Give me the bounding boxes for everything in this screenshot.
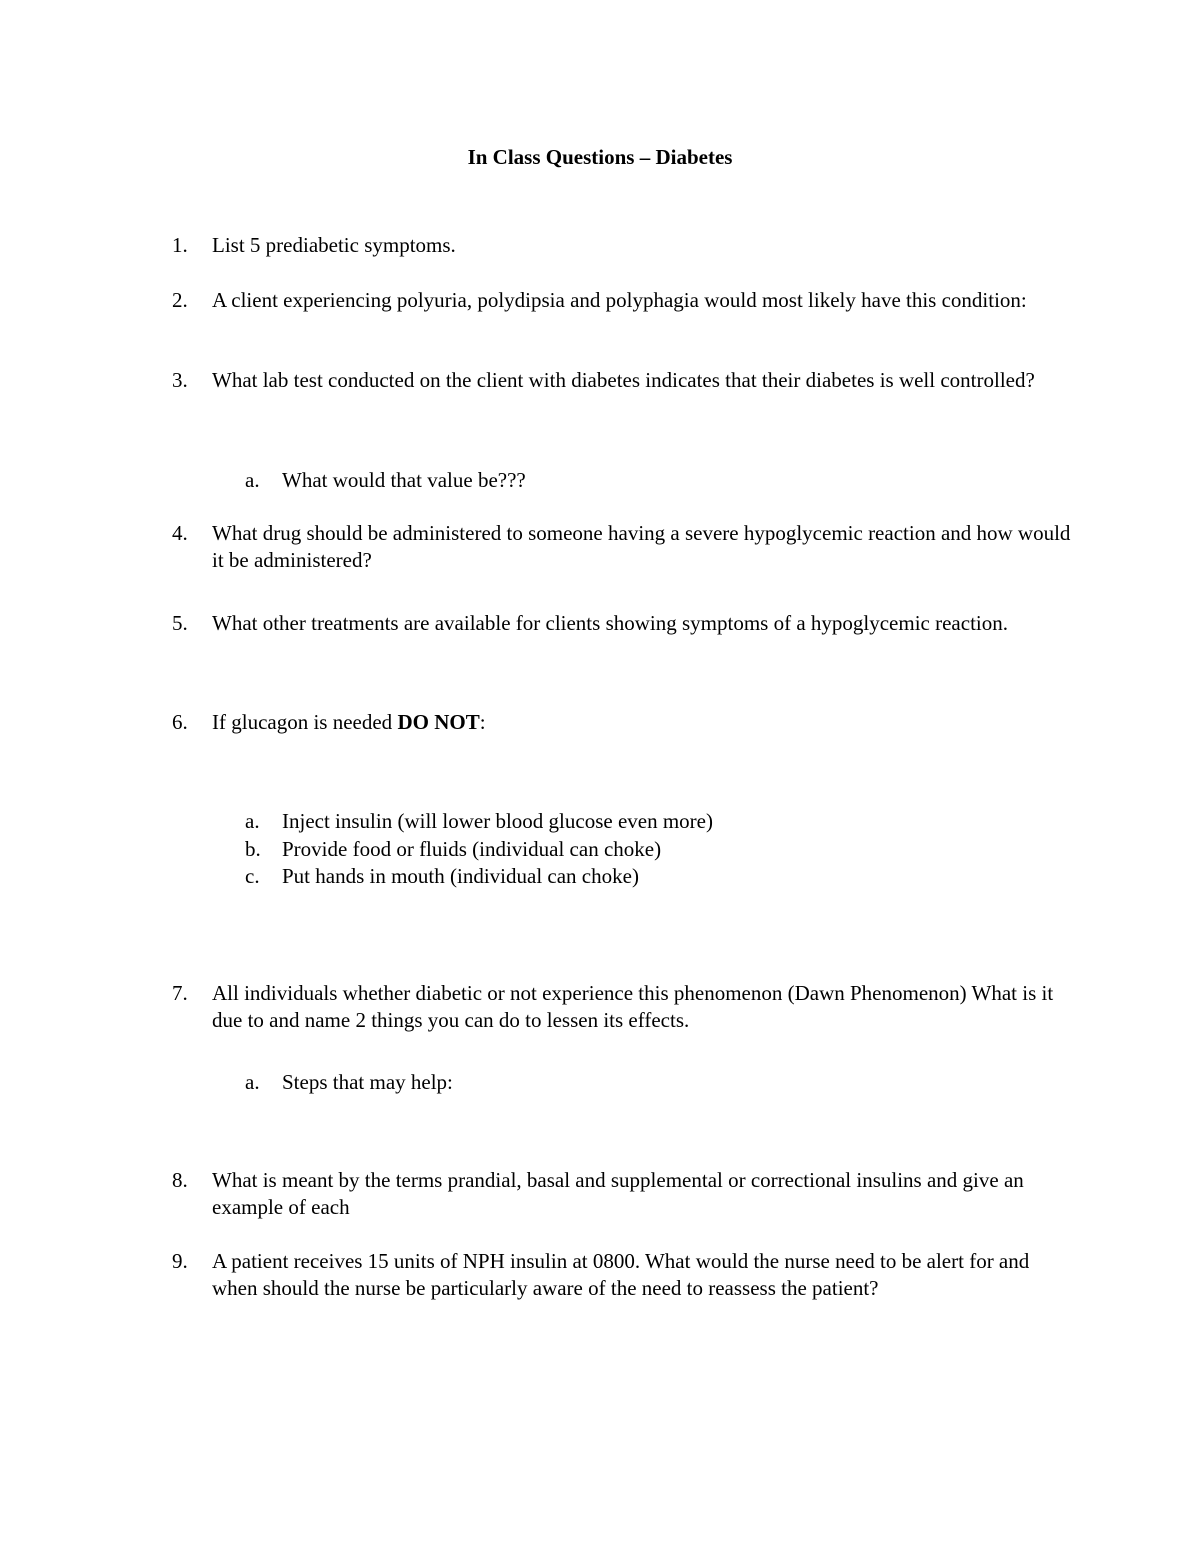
question-number: 4. <box>172 521 188 545</box>
question-text-start: If glucagon is needed <box>212 710 398 734</box>
question-number: 9. <box>172 1249 188 1273</box>
question-2 <box>172 287 1072 314</box>
question-number: 6. <box>172 710 188 734</box>
question-number: 5. <box>172 611 188 635</box>
question-7 <box>172 980 1072 1034</box>
question-5 <box>172 610 1072 637</box>
question-number: 1. <box>172 233 188 257</box>
question-text: List 5 prediabetic symptoms. <box>212 233 456 257</box>
question-3-subitems <box>245 467 1045 495</box>
question-number: 8. <box>172 1168 188 1192</box>
question-text-end: : <box>479 710 486 734</box>
question-text: A client experiencing polyuria, polydipsia and polyphagia would most likely have this condition: <box>212 288 1027 312</box>
sub-item-text: Inject insulin (will lower blood glucose even more) <box>282 809 713 833</box>
question-text: What is meant by the terms prandial, basal and supplemental or correctional insulins and give an example of each <box>212 1168 1024 1219</box>
question-number: 3. <box>172 368 188 392</box>
sub-item-text: Put hands in mouth (individual can choke) <box>282 864 639 888</box>
page-title: In Class Questions – Diabetes <box>467 145 733 169</box>
question-8 <box>172 1167 1072 1221</box>
question-number: 7. <box>172 981 188 1005</box>
question-6-subitems <box>245 808 1045 891</box>
sub-item-text: What would that value be??? <box>282 468 526 492</box>
question-1 <box>172 232 1072 259</box>
question-number: 2. <box>172 288 188 312</box>
sub-item-letter: c. <box>245 864 260 888</box>
question-6 <box>172 709 1072 736</box>
question-text: What other treatments are available for clients showing symptoms of a hypoglycemic reaction. <box>212 611 1008 635</box>
sub-item <box>245 863 1045 891</box>
sub-item <box>245 836 1045 864</box>
sub-item-letter: a. <box>245 1070 260 1094</box>
question-3 <box>172 367 1072 394</box>
question-4 <box>172 520 1072 574</box>
sub-item <box>245 467 1045 495</box>
question-text: A patient receives 15 units of NPH insulin at 0800. What would the nurse need to be alert for and when should the nurse be particularly aware of the need to reassess the patient? <box>212 1249 1030 1300</box>
sub-item <box>245 1069 1045 1097</box>
sub-item <box>245 808 1045 836</box>
question-7-subitems <box>245 1069 1045 1097</box>
question-text: What lab test conducted on the client with diabetes indicates that their diabetes is well controlled? <box>212 368 1035 392</box>
question-9 <box>172 1248 1072 1302</box>
sub-item-letter: a. <box>245 809 260 833</box>
question-text <box>212 709 1072 736</box>
sub-item-text: Steps that may help: <box>282 1070 453 1094</box>
question-text: What drug should be administered to someone having a severe hypoglycemic reaction and how would it be administered? <box>212 521 1071 572</box>
sub-item-letter: a. <box>245 468 260 492</box>
sub-item-letter: b. <box>245 836 261 861</box>
sub-item-text: Provide food or fluids (individual can choke) <box>282 836 662 861</box>
emphasis-do-not: DO NOT <box>397 710 480 734</box>
question-text: All individuals whether diabetic or not experience this phenomenon (Dawn Phenomenon) What is it due to and name 2 things you can do to lessen its effects. <box>212 981 1054 1032</box>
